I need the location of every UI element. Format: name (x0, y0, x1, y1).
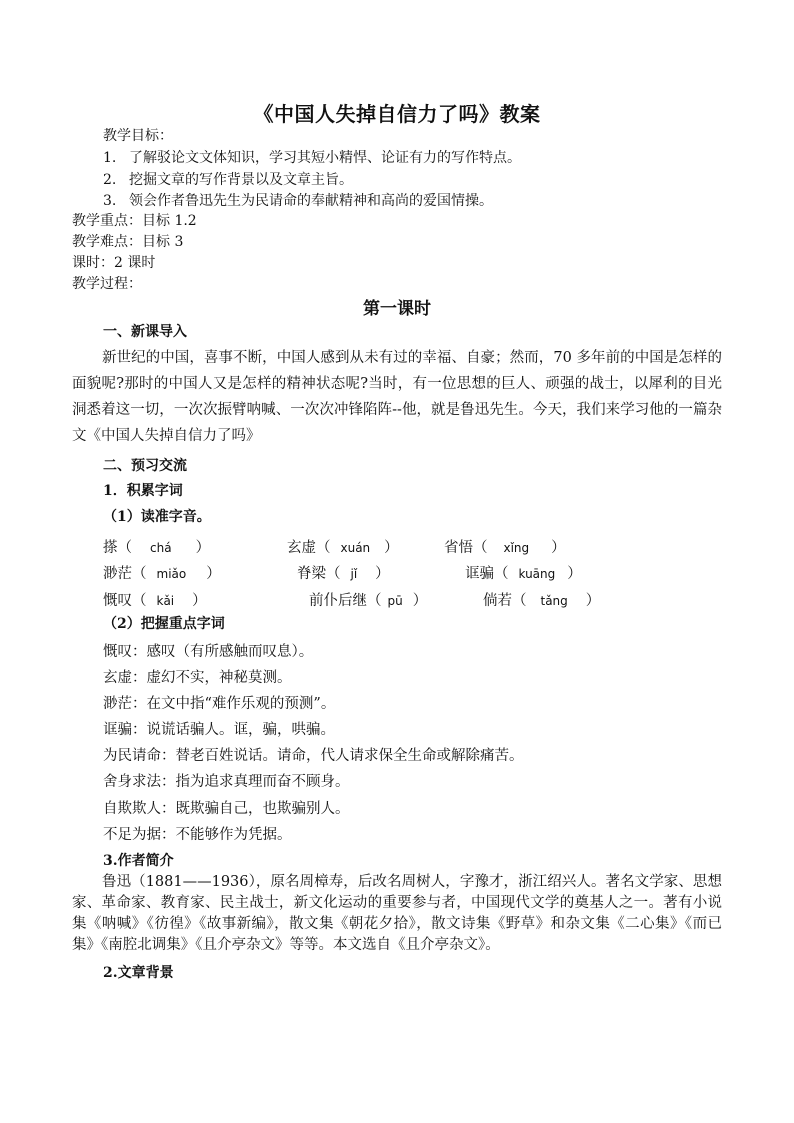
section-heading-intro: 一、新课导入 (103, 324, 187, 340)
pinyin-item (103, 562, 221, 583)
pinyin-close: ） (567, 566, 582, 582)
goal-text: 领会作者鲁迅先生为民请命的奉献精神和高尚的爱国情操。 (129, 193, 493, 209)
pinyin-close: ） (551, 540, 566, 556)
pinyin-value: xǐng (503, 541, 530, 555)
pinyin-word: 省悟（ (444, 540, 488, 556)
pinyin-item (103, 536, 210, 557)
goal-number: 2. (103, 172, 117, 188)
author-paragraph: 鲁迅（1881——1936），原名周樟寿，后改名周树人，字豫才，浙江绍兴人。著名文学家、思想家、革命家、教育家、民主战士，新文化运动的重要参与者，中国现代文学的奠基人之一。著有小说集《呐喊》《彷徨》《故事新编》，散文集《朝花夕拾》，散文诗集《野草》和杂文集《二心集》《而已集》《南腔北调集》《且介亭杂文》等等。本文选自《且介亭杂文》。 (72, 874, 722, 953)
pinyin-value: chá (150, 541, 172, 555)
subheading-vocabulary: 1．积累字词 (103, 483, 183, 499)
pinyin-word: 慨叹（ (103, 593, 147, 609)
pinyin-item (465, 562, 582, 583)
pinyin-close: ） (192, 593, 207, 609)
definition-item: 慨叹：感叹（有所感触而叹息）。 (103, 644, 314, 660)
pinyin-close: ） (206, 566, 221, 582)
pinyin-value: tǎng (540, 594, 568, 608)
pinyin-item (103, 589, 207, 610)
goal-item (103, 148, 521, 168)
definition-item: 自欺欺人：既欺骗自己，也欺骗别人。 (103, 801, 350, 817)
pinyin-close: ） (375, 566, 390, 582)
pinyin-value: kuāng (518, 567, 556, 581)
subheading-pronunciation: （1）读准字音。 (103, 509, 211, 525)
pinyin-word: 搽（ (103, 540, 132, 556)
definition-item: 诓骗：说谎话骗人。诓，骗，哄骗。 (103, 722, 335, 738)
goal-number: 3. (103, 193, 117, 209)
pinyin-word: 渺茫（ (103, 566, 147, 582)
section-heading-preview: 二、预习交流 (103, 458, 187, 474)
document-title: 《中国人失掉自信力了吗》教案 (253, 102, 541, 126)
pinyin-word: 脊梁（ (297, 566, 341, 582)
pinyin-word: 前仆后继（ (309, 593, 382, 609)
goal-text: 了解驳论文文体知识，学习其短小精悍、论证有力的写作特点。 (129, 150, 521, 166)
goals-heading: 教学目标： (103, 128, 173, 144)
pinyin-value: miǎo (156, 567, 187, 581)
pinyin-word: 玄虚（ (287, 540, 331, 556)
subheading-key-words: （2）把握重点字词 (103, 616, 225, 632)
pinyin-word: 倘若（ (483, 593, 527, 609)
pinyin-item (309, 589, 427, 610)
goal-item (103, 170, 353, 190)
goal-item (103, 191, 493, 211)
pinyin-close: ） (384, 540, 399, 556)
pinyin-value: jǐ (350, 567, 358, 581)
pinyin-value: kǎi (156, 594, 175, 608)
pinyin-item (297, 562, 390, 583)
pinyin-item (483, 589, 600, 610)
subheading-author: 3.作者简介 (103, 853, 174, 869)
teaching-process: 教学过程： (72, 276, 142, 292)
definition-item: 玄虚：虚幻不实，神秘莫测。 (103, 670, 292, 686)
lesson-title: 第一课时 (363, 299, 431, 319)
definition-item: 为民请命：替老百姓说话。请命，代人请求保全生命或解除痛苦。 (103, 748, 524, 764)
pinyin-word: 诓骗（ (465, 566, 509, 582)
intro-paragraph: 新世纪的中国，喜事不断，中国人感到从未有过的幸福、自豪；然而，70 多年前的中国是怎样的面貌呢?那时的中国人又是怎样的精神状态呢?当时，有一位思想的巨人、顽强的战士，以犀利的目光洞悉着这一切，一次次振臂呐喊、一次次冲锋陷阵--他，就是鲁迅先生。今天，我们来学习他的一篇杂文《中国人失掉自信力了吗》 (72, 350, 722, 444)
definition-item: 舍身求法：指为追求真理而奋不顾身。 (103, 774, 350, 790)
key-points: 教学重点：目标 1.2 (72, 213, 197, 229)
definition-item: 渺茫：在文中指“难作乐观的预测”。 (103, 696, 336, 712)
goal-text: 挖掘文章的写作背景以及文章主旨。 (129, 172, 353, 188)
pinyin-close: ） (585, 593, 601, 609)
pinyin-close: ） (412, 593, 428, 609)
pinyin-close: ） (195, 540, 211, 556)
pinyin-item (444, 536, 566, 557)
subheading-background: 2.文章背景 (103, 965, 174, 981)
goal-number: 1. (103, 150, 117, 166)
pinyin-value: xuán (340, 541, 371, 555)
pinyin-item (287, 536, 399, 557)
difficulty: 教学难点：目标 3 (72, 234, 184, 250)
definition-item: 不足为据：不能够作为凭据。 (103, 827, 292, 843)
pinyin-value: pū (387, 594, 403, 608)
class-hours: 课时：2 课时 (72, 255, 156, 271)
